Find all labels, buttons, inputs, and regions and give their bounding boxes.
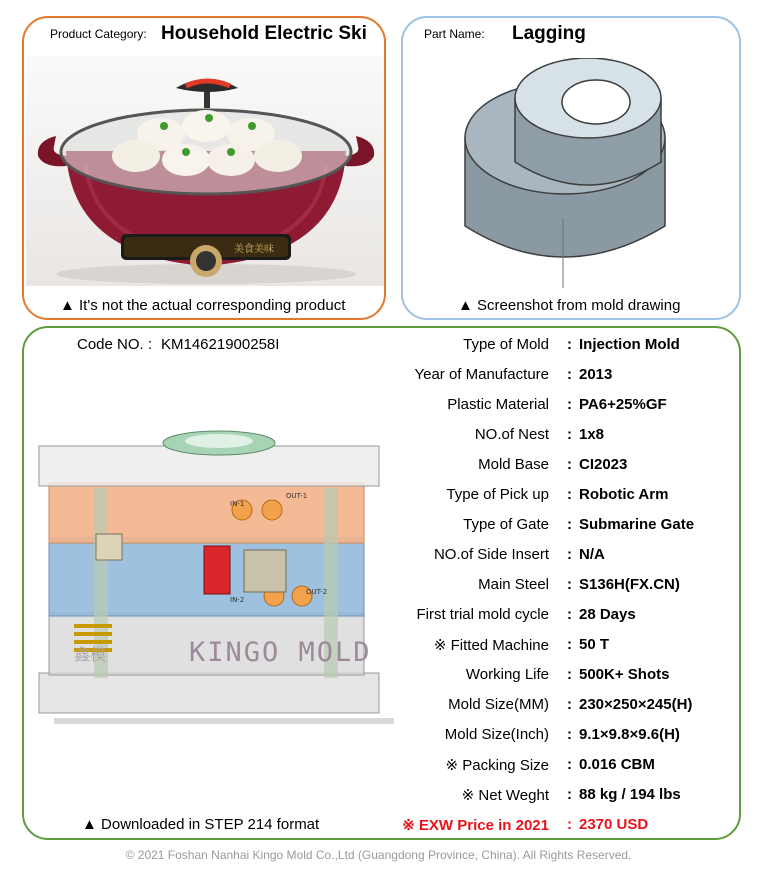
lagging-part-render: [453, 58, 693, 288]
spec-colon: :: [567, 756, 572, 773]
spec-label: Type of Pick up: [446, 486, 549, 503]
spec-value: 88 kg / 194 lbs: [579, 786, 681, 803]
spec-label: Mold Base: [478, 456, 549, 473]
product-category-label: Product Category:: [50, 27, 147, 41]
spec-colon: :: [567, 816, 572, 833]
code-value: KM14621900258I: [161, 336, 280, 353]
tag-out-2: OUT-2: [306, 588, 328, 596]
spec-value: 230×250×245(H): [579, 696, 693, 713]
spec-row: [24, 756, 739, 780]
spec-row: [24, 366, 739, 390]
electric-skillet-image: [26, 56, 384, 286]
part-name-label: Part Name:: [424, 27, 485, 41]
spec-value: CI2023: [579, 456, 628, 473]
spec-colon: :: [567, 726, 572, 743]
spec-row: [24, 426, 739, 450]
spec-value: Injection Mold: [579, 336, 680, 353]
mold-watermark: KINGO MOLD: [189, 637, 372, 668]
product-category-value: Household Electric Ski: [161, 23, 367, 44]
tag-in-2: IN-2: [230, 596, 245, 604]
spec-value: 28 Days: [579, 606, 636, 623]
spec-row: [24, 486, 739, 510]
spec-colon: :: [567, 576, 572, 593]
spec-label: Type of Mold: [463, 336, 549, 353]
product-photo: [26, 56, 384, 286]
spec-label: Mold Size(Inch): [444, 726, 549, 743]
part-name-value: Lagging: [512, 23, 586, 44]
spec-colon: :: [567, 786, 572, 803]
spec-value: N/A: [579, 546, 605, 563]
spec-colon: :: [567, 456, 572, 473]
spec-colon: :: [567, 546, 572, 563]
spec-colon: :: [567, 696, 572, 713]
spec-row: [24, 576, 739, 600]
spec-colon: :: [567, 486, 572, 503]
spec-label: Type of Gate: [463, 516, 549, 533]
spec-row: [24, 336, 739, 360]
panel-text: 美食美味: [234, 244, 274, 255]
spec-value: 500K+ Shots: [579, 666, 670, 683]
price-value: 2370 USD: [579, 816, 649, 833]
spec-colon: :: [567, 426, 572, 443]
spec-row: [24, 456, 739, 480]
spec-value: 9.1×9.8×9.6(H): [579, 726, 680, 743]
spec-row: [24, 636, 739, 660]
spec-row: [24, 726, 739, 750]
spec-row: [24, 546, 739, 570]
spec-colon: :: [567, 606, 572, 623]
part-name-panel: [401, 16, 741, 320]
spec-colon: :: [567, 636, 572, 653]
spec-label: Working Life: [465, 666, 549, 683]
spec-label: First trial mold cycle: [416, 606, 549, 623]
spec-colon: :: [567, 396, 572, 413]
code-label: Code NO. :: [77, 336, 153, 353]
spec-value: 1x8: [579, 426, 605, 443]
spec-label: Plastic Material: [447, 396, 549, 413]
spec-label: ※ Packing Size: [445, 757, 549, 774]
copyright-footer: © 2021 Foshan Nanhai Kingo Mold Co.,Ltd (Guangdong Province, China). All Rights Reserved.: [125, 848, 632, 862]
spec-value: Robotic Arm: [579, 486, 669, 503]
spec-label: ※ Net Weght: [461, 787, 549, 804]
mold-watermark-cn: 鑫模: [74, 645, 107, 664]
spec-row: [24, 396, 739, 420]
mold-details-panel: [22, 326, 741, 840]
spec-label: Year of Manufacture: [414, 366, 549, 383]
spec-value: Submarine Gate: [579, 516, 695, 533]
spec-colon: :: [567, 366, 572, 383]
price-label: ※ EXW Price in 2021: [402, 817, 549, 834]
spec-value: PA6+25%GF: [579, 396, 667, 413]
product-caption: ▲ It's not the actual corresponding product: [60, 297, 346, 314]
tag-out-1: OUT-1: [286, 492, 308, 500]
spec-value: S136H(FX.CN): [579, 576, 680, 593]
spec-value: 0.016 CBM: [579, 756, 655, 773]
spec-label: NO.of Side Insert: [433, 546, 549, 563]
spec-row: [24, 696, 739, 720]
spec-colon: :: [567, 666, 572, 683]
spec-row: [24, 516, 739, 540]
spec-row: [24, 606, 739, 630]
spec-colon: :: [567, 516, 572, 533]
spec-label: NO.of Nest: [474, 426, 549, 443]
spec-label: ※ Fitted Machine: [433, 637, 549, 654]
spec-row: [24, 786, 739, 810]
spec-label: Main Steel: [478, 576, 549, 593]
spec-colon: :: [567, 336, 572, 353]
mold-caption: ▲ Downloaded in STEP 214 format: [82, 816, 320, 833]
tag-in-1: IN-1: [230, 500, 245, 508]
spec-value: 50 T: [579, 636, 610, 653]
spec-label: Mold Size(MM): [448, 696, 549, 713]
part-caption: ▲ Screenshot from mold drawing: [458, 297, 681, 314]
spec-row: [24, 666, 739, 690]
spec-value: 2013: [579, 366, 613, 383]
product-category-panel: [22, 16, 386, 320]
